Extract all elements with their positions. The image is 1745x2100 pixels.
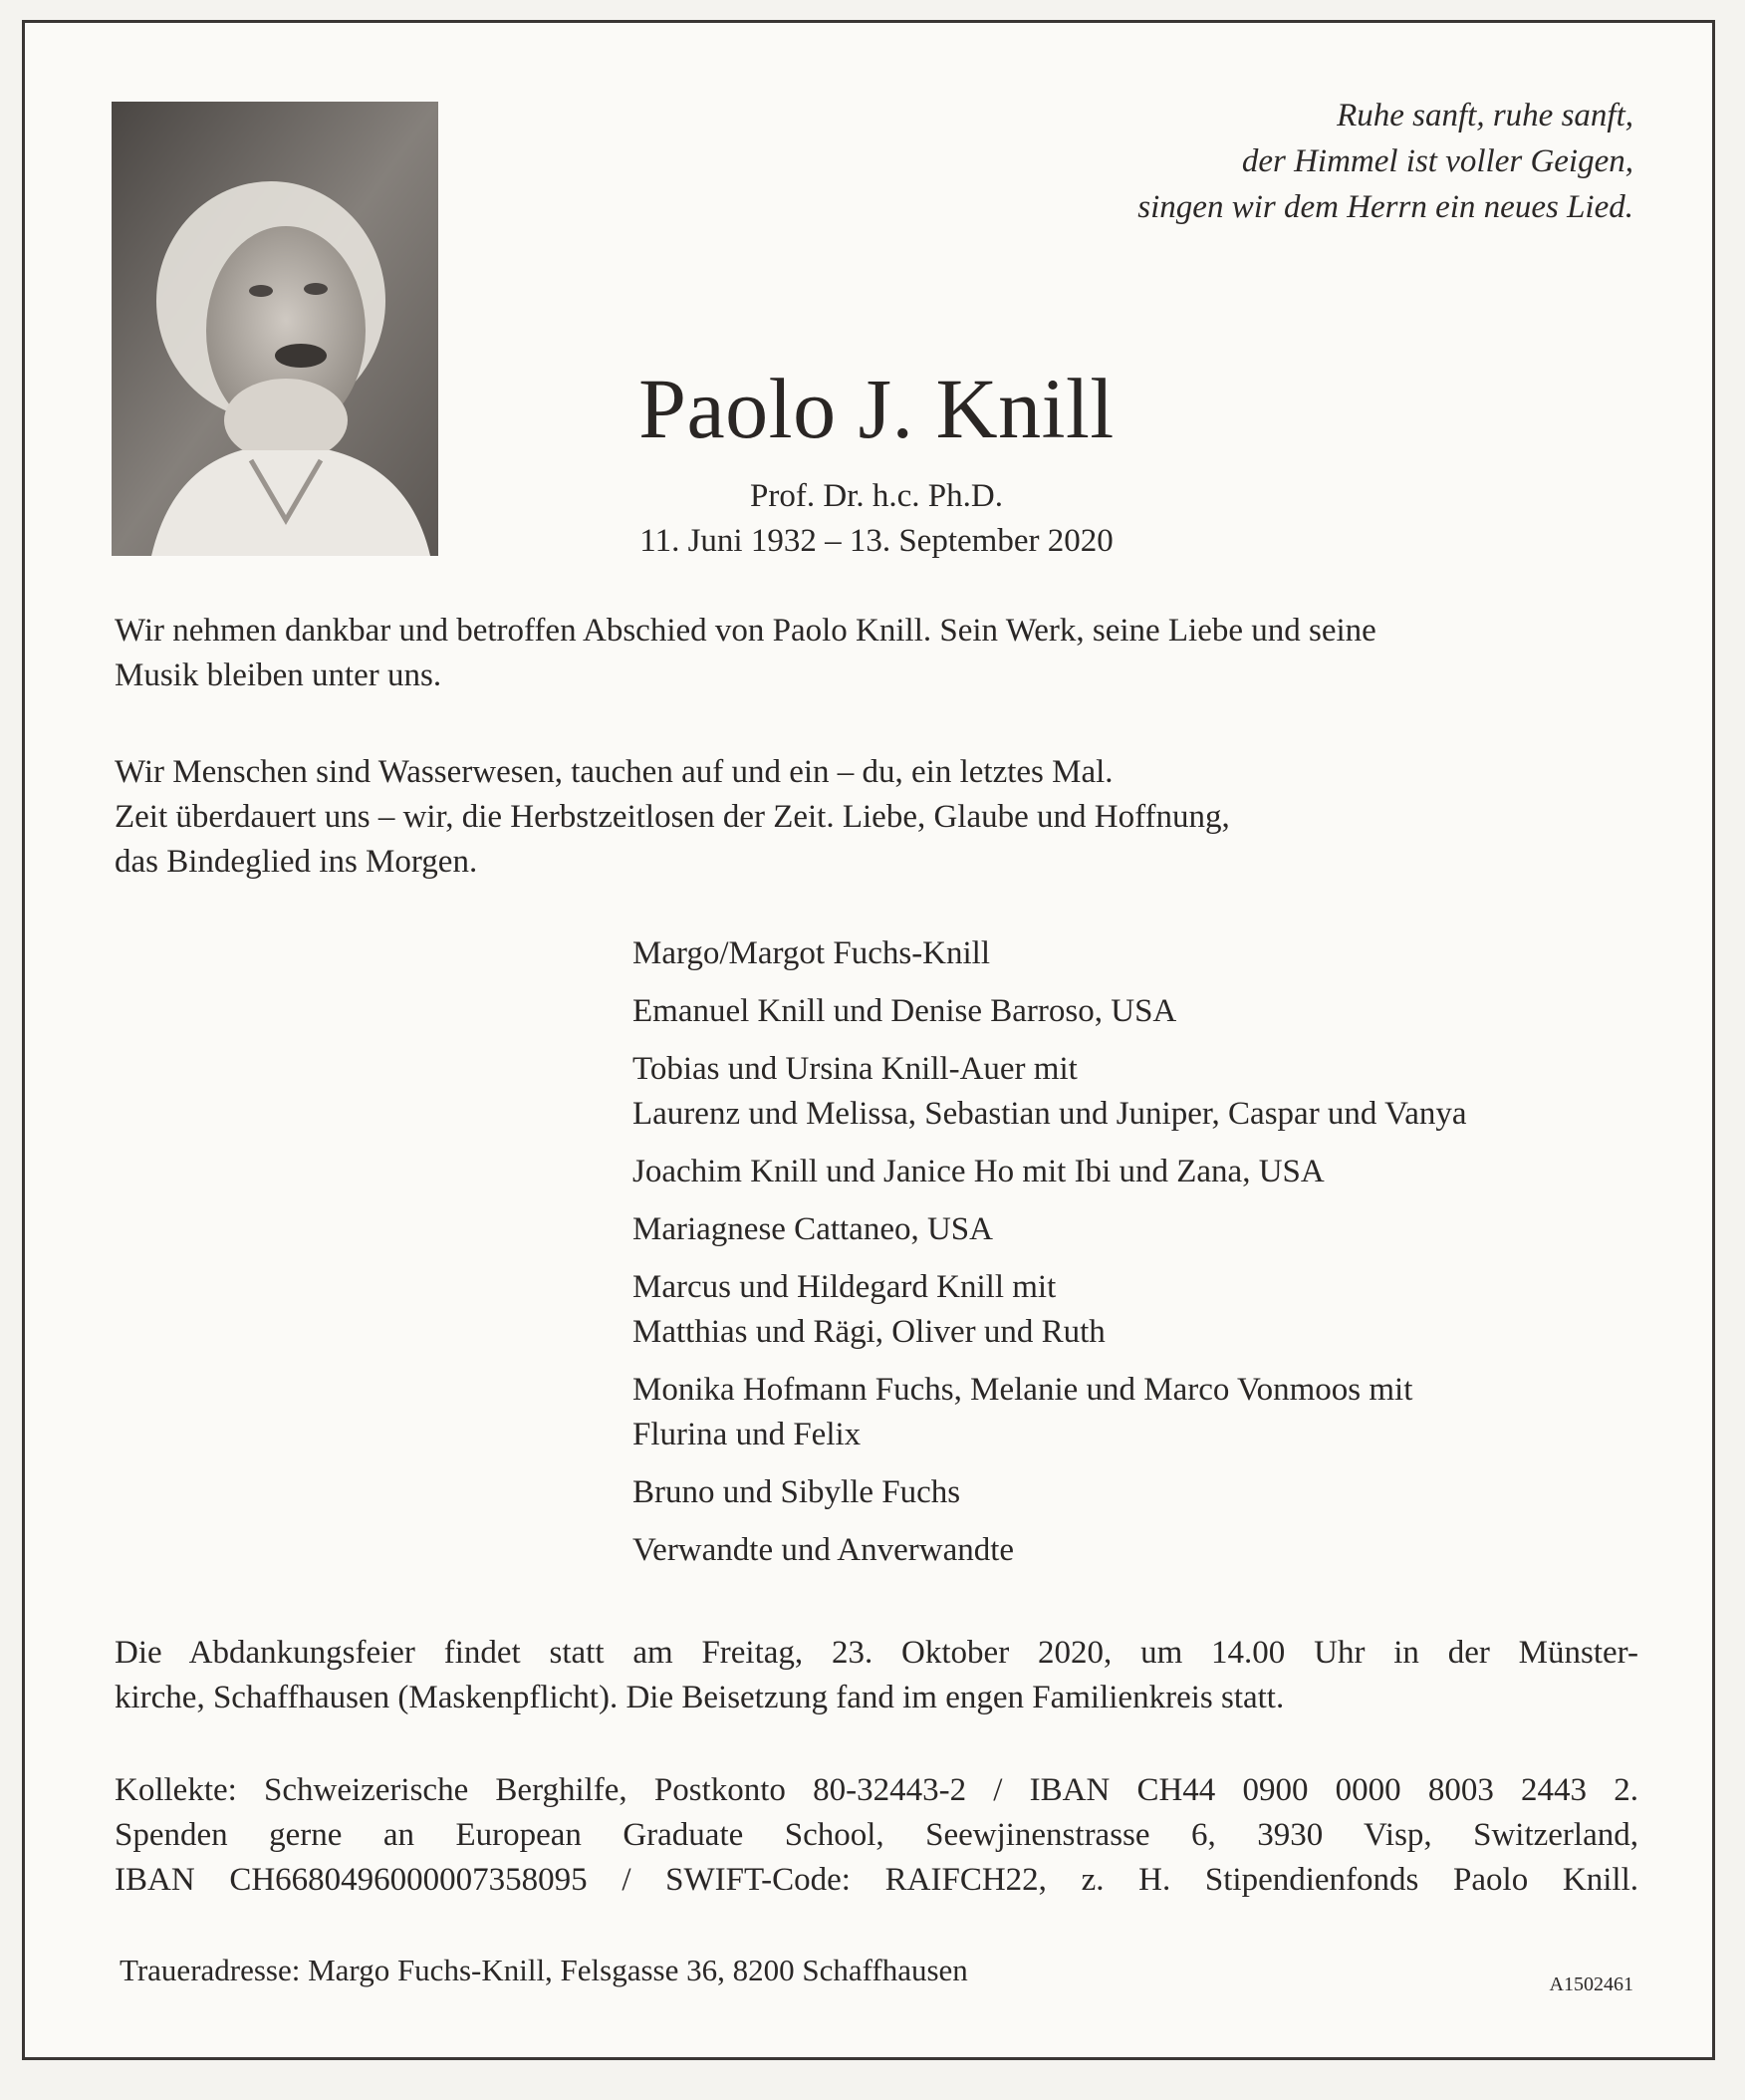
motto-line: singen wir dem Herrn ein neues Lied. — [1137, 189, 1633, 225]
mourner-entry — [632, 1150, 1648, 1194]
mourner-entry — [632, 1528, 1648, 1573]
ceremony-paragraph — [115, 1631, 1638, 1720]
deceased-name: Paolo J. Knill — [638, 361, 1115, 456]
mourner-entry — [632, 1047, 1648, 1137]
motto-line: Ruhe sanft, ruhe sanft, — [1337, 98, 1633, 133]
portrait-photo — [112, 102, 438, 556]
poem-line: Wir Menschen sind Wasserwesen, tauchen auf und ein – du, ein letztes Mal. — [115, 754, 1114, 790]
intro-paragraph — [115, 609, 1638, 698]
mourner-line: Verwandte und Anverwandte — [632, 1532, 1015, 1568]
motto-verse — [936, 93, 1633, 230]
mourner-entry — [632, 1368, 1648, 1457]
mourner-line: Monika Hofmann Fuchs, Melanie und Marco Vonmoos mit — [632, 1372, 1413, 1408]
donations-paragraph — [115, 1768, 1638, 1903]
portrait-image — [112, 102, 438, 556]
mourner-entry — [632, 989, 1648, 1034]
ceremony-line: kirche, Schaffhausen (Maskenpflicht). Die Beisetzung fand im engen Familienkreis statt. — [115, 1680, 1285, 1715]
poem-paragraph — [115, 750, 1638, 885]
mourner-line: Laurenz und Melissa, Sebastian und Juniper, Caspar und Vanya — [632, 1096, 1467, 1132]
life-dates: 11. Juni 1932 – 13. September 2020 — [639, 523, 1114, 559]
mourner-entry — [632, 1470, 1648, 1515]
intro-line: Musik bleiben unter uns. — [115, 657, 442, 693]
donations-line: Spenden gerne an European Graduate School, Seewjinenstrasse 6, 3930 Visp, Switzerland, — [115, 1817, 1638, 1853]
mourner-line: Mariagnese Cattaneo, USA — [632, 1211, 993, 1247]
donations-line: IBAN CH6680496000007358095 / SWIFT-Code: RAIFCH22, z. H. Stipendienfonds Paolo Knill. — [115, 1862, 1638, 1898]
mourner-line: Marcus und Hildegard Knill mit — [632, 1269, 1057, 1305]
mourner-entry — [632, 931, 1648, 976]
poem-line: das Bindeglied ins Morgen. — [115, 844, 478, 880]
mourner-line: Bruno und Sibylle Fuchs — [632, 1474, 961, 1510]
ceremony-line: Die Abdankungsfeier findet statt am Freitag, 23. Oktober 2020, um 14.00 Uhr in der Münster- — [115, 1635, 1638, 1671]
deceased-title: Prof. Dr. h.c. Ph.D. — [750, 478, 1003, 514]
mourner-line: Flurina und Felix — [632, 1417, 862, 1452]
poem-line: Zeit überdauert uns – wir, die Herbstzeitlosen der Zeit. Liebe, Glaube und Hoffnung, — [115, 799, 1230, 835]
mourner-line: Joachim Knill und Janice Ho mit Ibi und Zana, USA — [632, 1154, 1325, 1189]
mourner-line: Matthias und Rägi, Oliver und Ruth — [632, 1314, 1106, 1350]
motto-line: der Himmel ist voller Geigen, — [1241, 143, 1633, 179]
mourner-entry — [632, 1265, 1648, 1355]
reference-code: A1502461 — [1549, 1973, 1633, 1995]
mourner-line: Margo/Margot Fuchs-Knill — [632, 935, 991, 971]
intro-line: Wir nehmen dankbar und betroffen Abschied von Paolo Knill. Sein Werk, seine Liebe und seine — [115, 613, 1376, 649]
mourners-list — [632, 931, 1648, 1586]
mourning-address: Traueradresse: Margo Fuchs-Knill, Felsgasse 36, 8200 Schaffhausen — [120, 1953, 968, 1987]
mourner-line: Emanuel Knill und Denise Barroso, USA — [632, 993, 1177, 1029]
mourner-line: Tobias und Ursina Knill-Auer mit — [632, 1051, 1078, 1087]
mourner-entry — [632, 1207, 1648, 1252]
donations-line: Kollekte: Schweizerische Berghilfe, Postkonto 80-32443-2 / IBAN CH44 0900 0000 8003 2443 2. — [115, 1772, 1638, 1808]
